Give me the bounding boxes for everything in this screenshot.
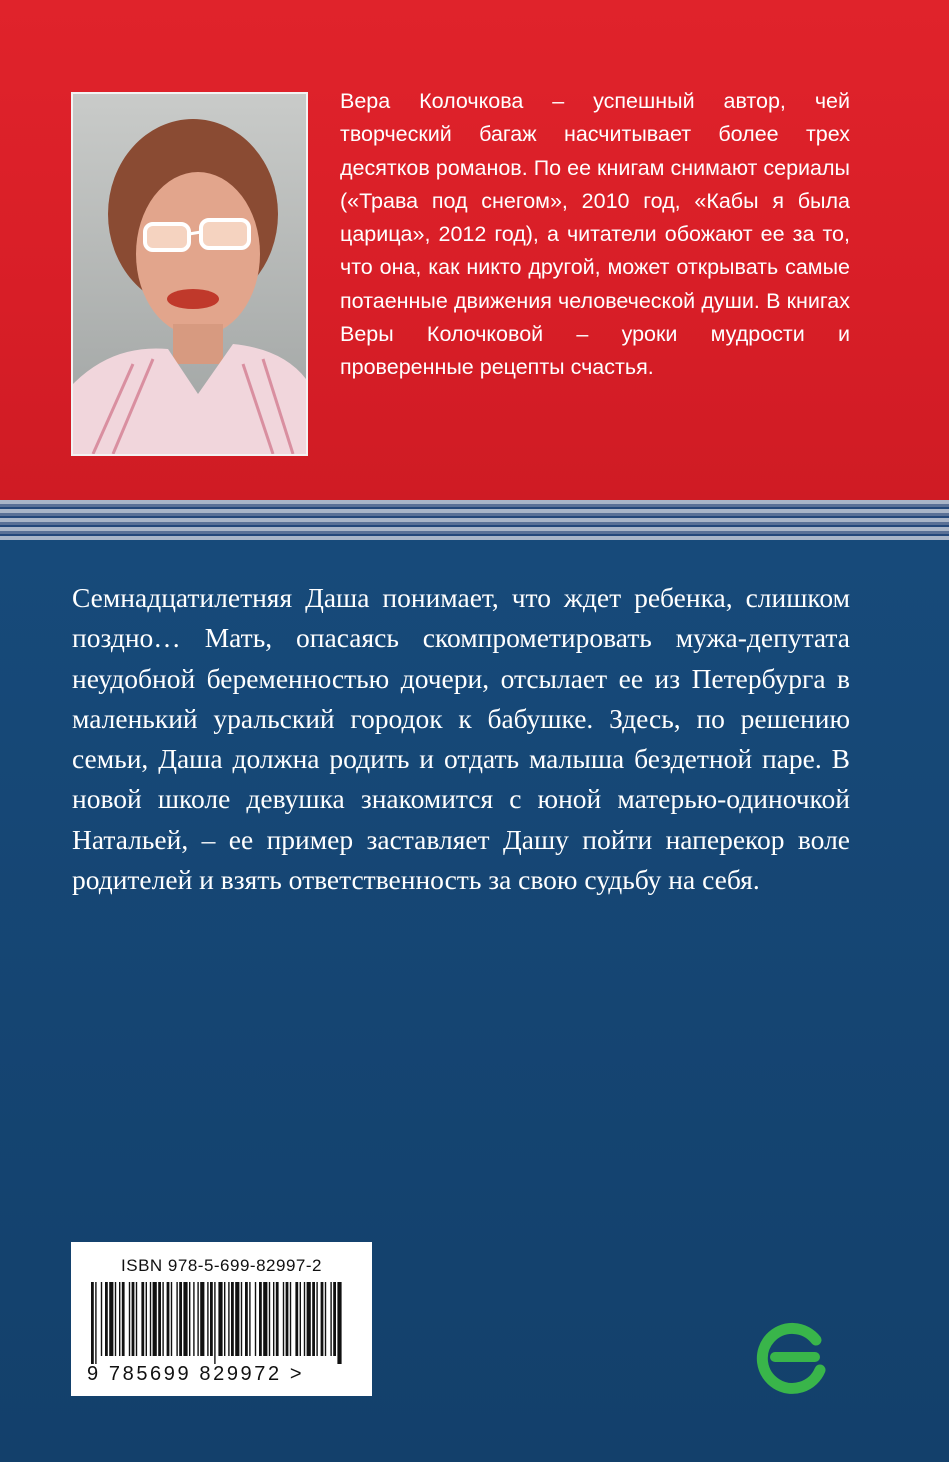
barcode-bar (316, 1282, 317, 1356)
barcode-bar (141, 1282, 144, 1356)
barcode-bar (158, 1282, 161, 1356)
ean-digits: 9 785699 829972 > (87, 1363, 305, 1385)
barcode-bar (189, 1282, 190, 1356)
barcode-bar (325, 1282, 326, 1356)
book-annotation: Семнадцатилетняя Даша понимает, что ждет ребенка, слишком поздно… Мать, опасаясь скомпрометировать мужа-депутата неудобной беременностью дочери, отсылает ее из Петербурга в маленький уральский городок к бабушке. Здесь, по решению семьи, Даша должна родить и отдать малыша бездетной паре. В новой школе девушка знакомится с юной матерью-одиночкой Натальей, – ее пример заставляет Дашу пойти наперекор воле родителей и взять ответственность за свою судьбу на себя. (72, 582, 850, 896)
barcode-bar (95, 1282, 96, 1364)
barcode-bar (109, 1282, 113, 1356)
barcode-bar (245, 1282, 248, 1356)
barcode-bar (171, 1282, 172, 1356)
barcode-bar (101, 1282, 102, 1356)
barcode-bar (119, 1282, 120, 1356)
barcode-bar (179, 1282, 182, 1356)
barcode-bar (167, 1282, 170, 1356)
barcode-bar (218, 1282, 222, 1356)
barcode-bar (259, 1282, 262, 1356)
author-bio: Вера Колочкова – успешный автор, чей творческий багаж насчитывает более трех десятков романов. По ее книгам снимают сериалы («Трава под снегом», 2010 год, «Кабы я была царица», 2012 год), а читатели обожают ее за то, что она, как никто другой, может открывать самые потаенные движения человеческой души. В книгах Веры Колочковой – уроки мудрости и проверенные рецепты счастья. (340, 89, 850, 380)
barcode-bar (249, 1282, 250, 1356)
barcode-bar (276, 1282, 279, 1356)
barcode-bar (200, 1282, 204, 1356)
barcode-bar (333, 1282, 336, 1356)
barcode-bar (197, 1282, 198, 1356)
barcode-bar (255, 1282, 256, 1356)
barcode-bar (136, 1282, 137, 1356)
barcode-bar (115, 1282, 116, 1356)
isbn-label: ISBN 978-5-699-82997-2 (121, 1256, 322, 1275)
barcode-bar (132, 1282, 135, 1356)
decorative-stripes (0, 500, 949, 540)
isbn-barcode (71, 1242, 372, 1396)
author-photo (71, 92, 308, 456)
barcode-bar (330, 1282, 331, 1356)
barcode-bar (176, 1282, 177, 1356)
barcode-bar (286, 1282, 289, 1356)
barcode-bar (283, 1282, 284, 1356)
publisher-logo-icon (750, 1310, 840, 1400)
barcode-bar (122, 1282, 125, 1356)
barcode-bars (91, 1282, 351, 1364)
barcode-bar (295, 1282, 298, 1356)
barcode-bar (207, 1282, 208, 1356)
barcode-bar (321, 1282, 324, 1356)
barcode-bar (300, 1282, 301, 1356)
barcode-bar (337, 1282, 341, 1364)
barcode-bar (231, 1282, 234, 1356)
barcode-bar (193, 1282, 194, 1356)
barcode-bar (105, 1282, 108, 1356)
barcode-bar (304, 1282, 305, 1356)
barcode-bar (241, 1282, 242, 1356)
barcode-bar (235, 1282, 239, 1356)
barcode-bar (290, 1282, 291, 1356)
barcode-bar (210, 1282, 213, 1356)
barcode-bar (129, 1282, 130, 1356)
barcode-bar (153, 1282, 157, 1356)
barcode-bar (224, 1282, 225, 1356)
barcode-bar (150, 1282, 151, 1356)
barcode-bar (146, 1282, 147, 1356)
barcode-bar (228, 1282, 229, 1356)
barcode-bar (273, 1282, 274, 1356)
barcode-bar (307, 1282, 311, 1356)
barcode-bar (312, 1282, 315, 1356)
barcode-bar (263, 1282, 267, 1356)
barcode-bar (162, 1282, 163, 1356)
barcode-bar (91, 1282, 94, 1364)
barcode-bar (269, 1282, 270, 1356)
barcode-bar (214, 1282, 215, 1364)
barcode-bar (183, 1282, 187, 1356)
